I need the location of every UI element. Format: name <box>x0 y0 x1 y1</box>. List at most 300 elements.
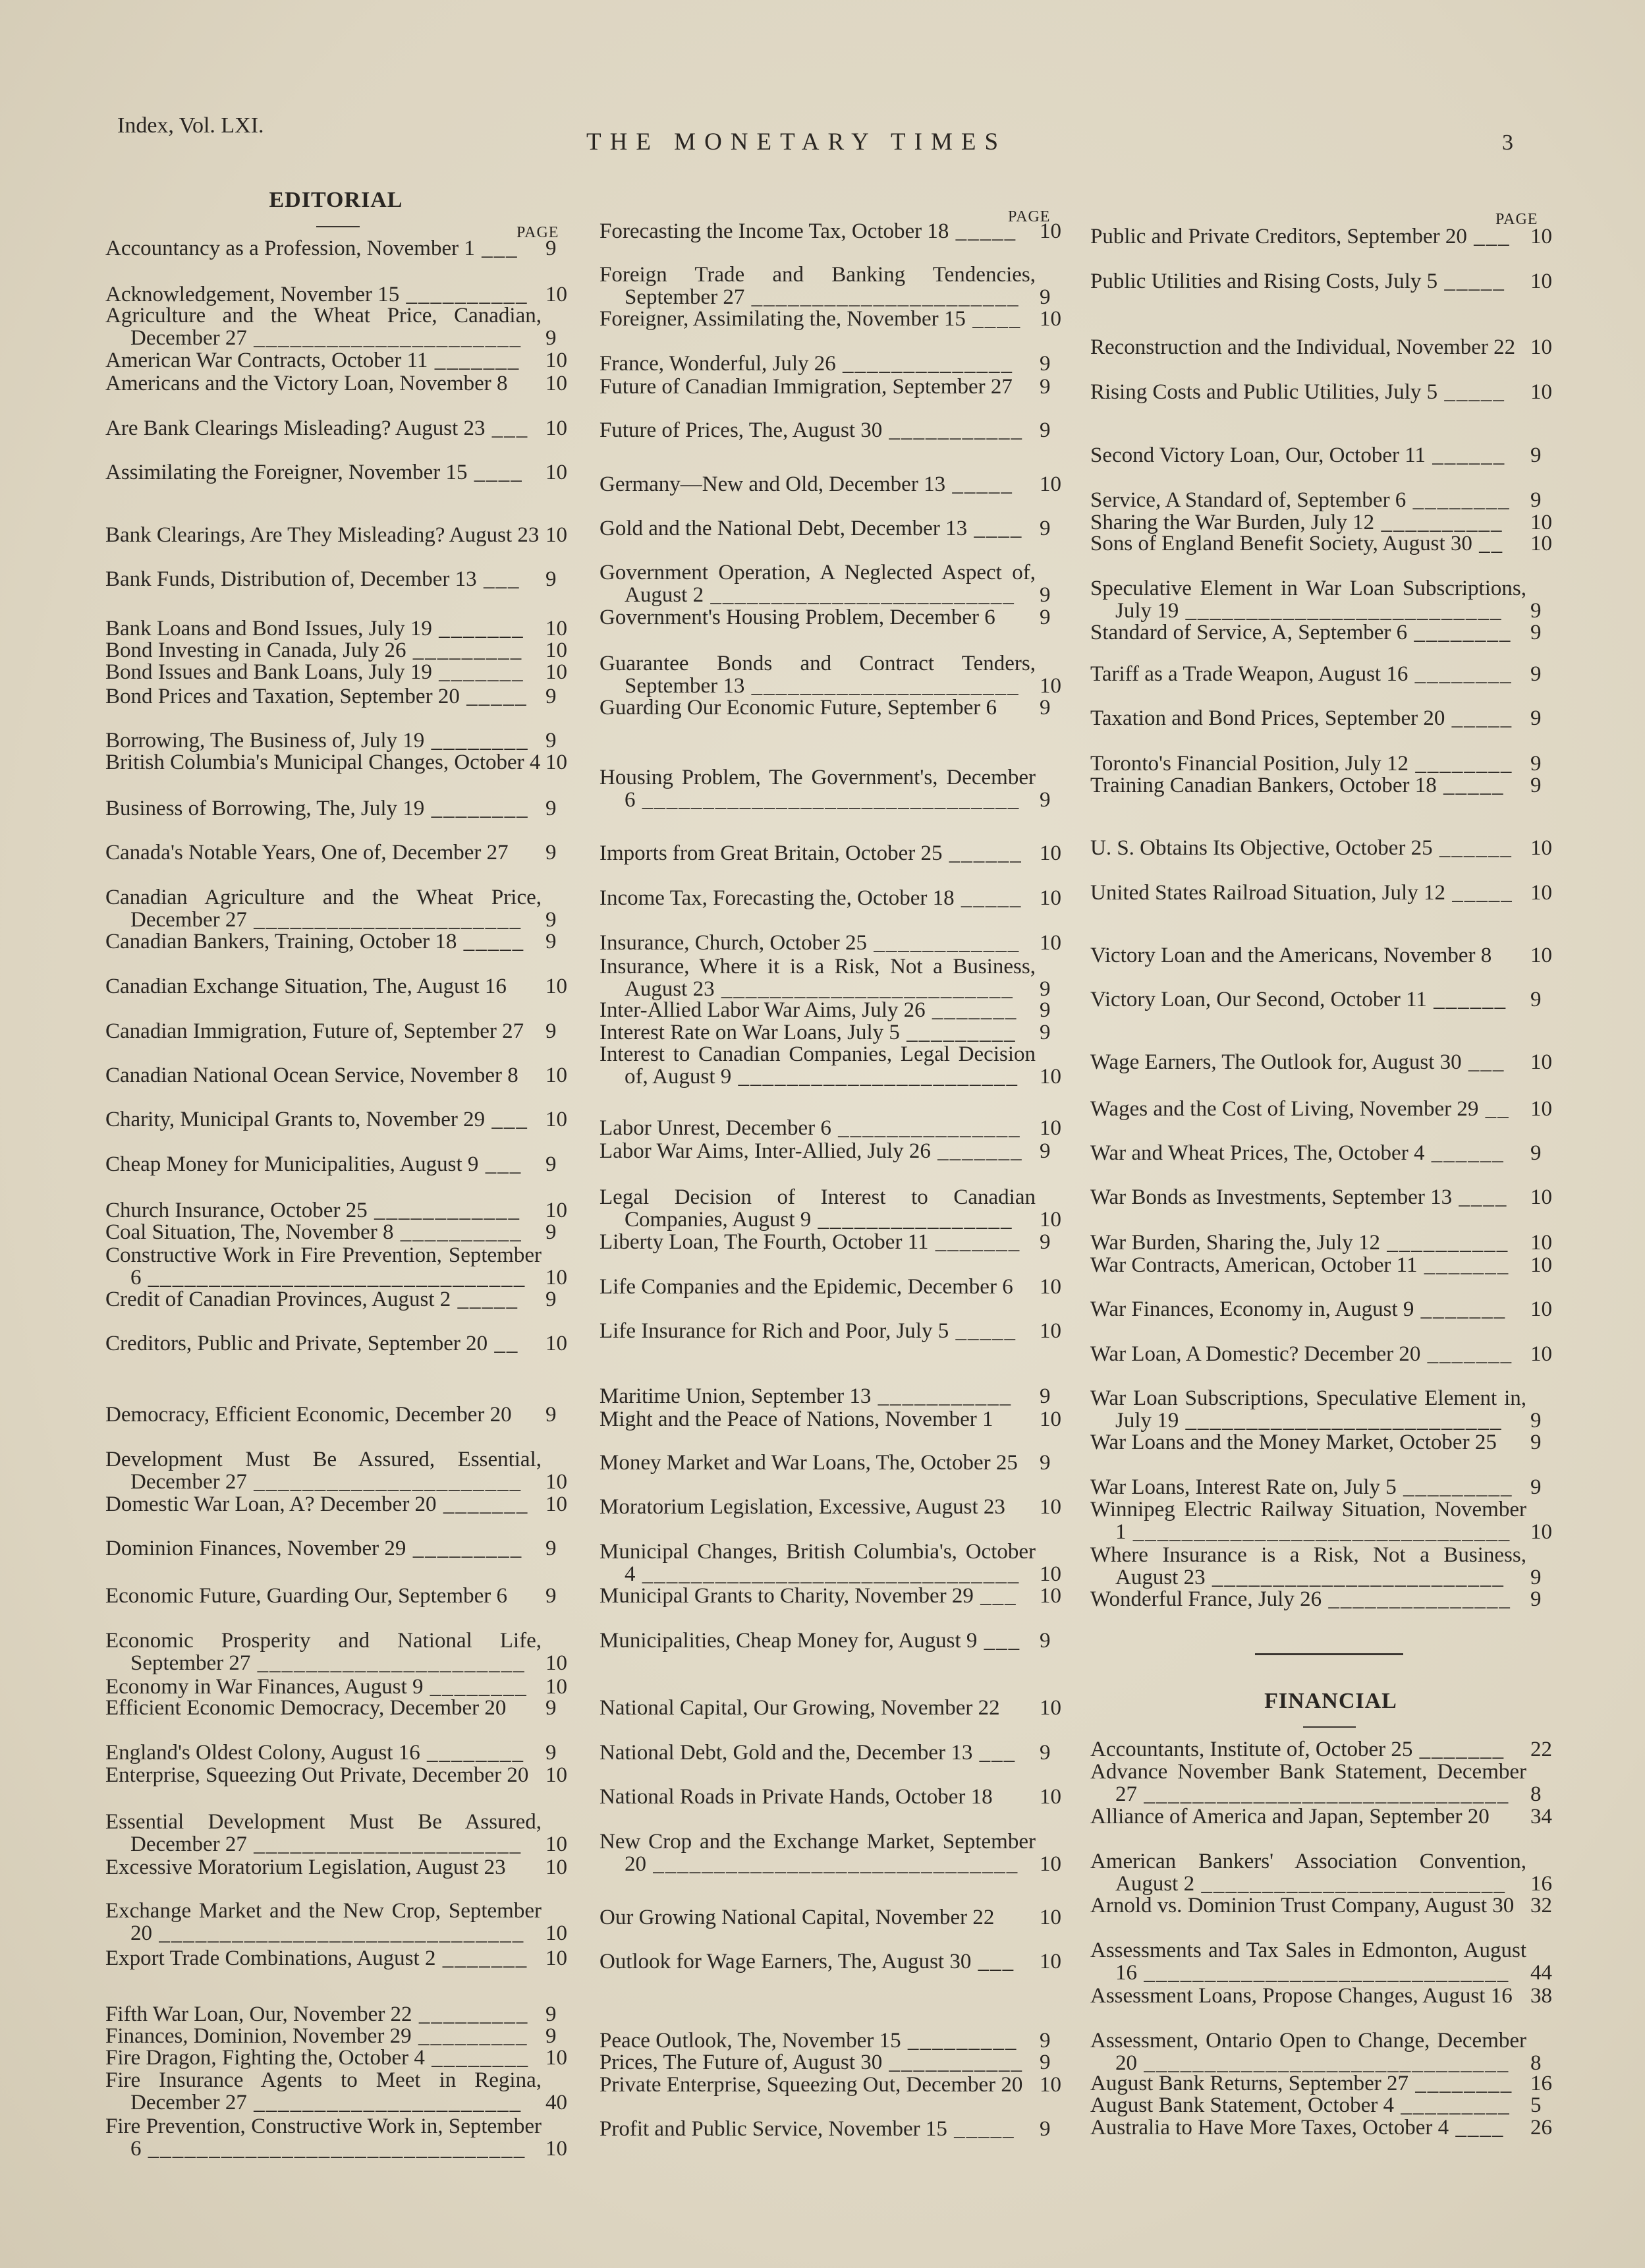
entry-title: National Capital, Our Growing, November 22 <box>599 1696 1000 1720</box>
entry-title: Cheap Money for Municipalities, August 9 ___ <box>105 1152 522 1176</box>
entry-title: Imports from Great Britain, October 25 ______ <box>599 841 1022 865</box>
entry-page-number: 9 <box>545 685 557 708</box>
dot-leader: _________ <box>412 2002 529 2026</box>
index-entry <box>599 264 1080 308</box>
entry-title: Wage Earners, The Outlook for, August 30 ___ <box>1090 1050 1505 1074</box>
entry-title: Accountancy as a Profession, November 1 ___ <box>105 237 518 260</box>
col3-page-label: PAGE <box>1495 211 1538 228</box>
index-entry <box>1090 621 1571 644</box>
entry-page-number: 10 <box>545 638 567 662</box>
dot-leader: ________ <box>424 729 529 752</box>
entry-page-number: 10 <box>1530 1520 1552 1544</box>
entry-page-number: 10 <box>545 975 567 998</box>
entry-title: U. S. Obtains Its Objective, October 25 ______ <box>1090 836 1513 860</box>
index-entry <box>105 1403 586 1426</box>
dot-leader: ___ <box>1466 225 1511 248</box>
dot-leader: ______________________ <box>246 1470 522 1494</box>
entry-page-number: 10 <box>1040 1785 1061 1809</box>
entry-title: Economic Prosperity and National Life, September 27 ______________________ <box>105 1629 542 1675</box>
dot-leader: ___ <box>973 1584 1017 1608</box>
index-entry <box>1090 577 1571 622</box>
index-entry <box>599 1496 1080 1518</box>
dot-leader: _________ <box>899 1021 1017 1044</box>
entry-page-number: 16 <box>1530 2072 1552 2095</box>
index-entry <box>1090 837 1571 859</box>
index-entry <box>599 887 1080 909</box>
entry-page-number: 10 <box>1040 1584 1061 1608</box>
entry-page-number: 40 <box>545 2091 567 2114</box>
dot-leader: ________ <box>1408 2072 1513 2095</box>
entry-title: Where Insurance is a Risk, Not a Business, August 23 ________________________ <box>1090 1543 1526 1589</box>
dot-leader: _____ <box>945 472 1013 496</box>
index-entry <box>105 2115 586 2160</box>
index-entry <box>599 1697 1080 1719</box>
entry-page-number: 10 <box>545 1470 567 1494</box>
index-entry <box>599 1276 1080 1298</box>
entry-title: Charity, Municipal Grants to, November 29 ___ <box>105 1108 528 1131</box>
index-entry <box>1090 882 1571 904</box>
entry-title: Public and Private Creditors, September 20 ___ <box>1090 225 1511 248</box>
entry-page-number: 10 <box>545 1832 567 1856</box>
index-entry <box>1090 1805 1571 1828</box>
index-entry <box>105 639 586 662</box>
index-entry <box>105 1697 586 1719</box>
entry-title: Fire Dragon, Fighting the, October 4 ________ <box>105 2046 530 2070</box>
entry-page-number: 10 <box>1040 1407 1061 1431</box>
entry-page-number: 9 <box>1530 599 1542 623</box>
entry-page-number: 10 <box>1530 1231 1552 1255</box>
dot-leader: ______ <box>1424 1141 1505 1165</box>
entry-page-number: 9 <box>545 1288 557 1311</box>
dot-leader: ________ <box>1408 752 1513 776</box>
index-entry <box>1090 1476 1571 1498</box>
entry-title: War Loan Subscriptions, Speculative Element in, July 19 __________________________ <box>1090 1386 1526 1432</box>
index-entry <box>105 685 586 708</box>
entry-title: Forecasting the Income Tax, October 18 _____ <box>599 219 1017 243</box>
index-entry <box>105 304 586 349</box>
entry-page-number: 9 <box>1040 583 1051 607</box>
dot-leader: _______________________________ <box>141 1266 526 1290</box>
index-entry <box>599 2118 1080 2140</box>
dot-leader: ____ <box>967 517 1023 540</box>
entry-title: Fire Insurance Agents to Meet in Regina, December 27 ______________________ <box>105 2068 542 2114</box>
dot-leader: _______________________ <box>731 1065 1019 1089</box>
dot-leader: ___ <box>478 1152 522 1176</box>
index-entry <box>105 283 586 306</box>
entry-title: Victory Loan and the Americans, November 8 <box>1090 944 1492 967</box>
entry-page-number: 9 <box>545 729 557 752</box>
entry-page-number: 10 <box>1040 886 1061 910</box>
entry-title: Americans and the Victory Loan, November 8 <box>105 372 508 395</box>
dot-leader: ___ <box>485 1108 528 1131</box>
entry-page-number: 34 <box>1530 1805 1552 1829</box>
entry-page-number: 9 <box>1530 1431 1542 1454</box>
entry-page-number: 10 <box>545 283 567 306</box>
index-entry <box>1090 1894 1571 1917</box>
entry-page-number: 10 <box>1040 472 1061 496</box>
entry-title: Enterprise, Squeezing Out Private, December 20 <box>105 1763 529 1787</box>
dot-leader: _________ <box>901 2029 1018 2053</box>
entry-title: Municipal Grants to Charity, November 29 ___ <box>599 1584 1017 1608</box>
entry-title: Standard of Service, A, September 6 ________ <box>1090 621 1512 644</box>
dot-leader: _____ <box>1445 881 1513 905</box>
entry-title: Peace Outlook, The, November 15 _________ <box>599 2029 1018 2053</box>
index-entry <box>599 1231 1080 1253</box>
index-entry <box>105 417 586 439</box>
entry-page-number: 10 <box>1040 1852 1061 1876</box>
entry-title: Inter-Allied Labor War Aims, July 26 _______ <box>599 998 1018 1022</box>
entry-title: National Roads in Private Hands, October 18 <box>599 1785 993 1809</box>
entry-title: Alliance of America and Japan, September 20 <box>1090 1805 1490 1829</box>
entry-title: War Bonds as Investments, September 13 ____ <box>1090 1185 1508 1209</box>
dot-leader: ____________ <box>866 931 1020 955</box>
entry-page-number: 10 <box>545 523 567 547</box>
index-entry <box>105 617 586 640</box>
dot-leader: ______________________________ <box>1137 2051 1510 2075</box>
dot-leader: __________ <box>399 283 528 306</box>
dot-leader: _________ <box>406 638 523 662</box>
entry-page-number: 10 <box>1040 1275 1061 1299</box>
entry-title: Government Operation, A Neglected Aspect of, August 2 _________________________ <box>599 561 1036 607</box>
entry-page-number: 8 <box>1530 2051 1542 2075</box>
entry-page-number: 10 <box>1040 307 1061 331</box>
entry-page-number: 9 <box>1040 2051 1051 2074</box>
entry-title: War Finances, Economy in, August 9 _______ <box>1090 1297 1507 1321</box>
entry-title: Service, A Standard of, September 6 ________ <box>1090 488 1511 512</box>
dot-leader: _____ <box>1445 706 1513 730</box>
dot-leader: ________ <box>1408 662 1513 686</box>
entry-title: Insurance, Church, October 25 ____________ <box>599 931 1020 955</box>
entry-title: Guarding Our Economic Future, September 6 <box>599 696 997 720</box>
index-entry <box>599 955 1080 1000</box>
entry-page-number: 10 <box>545 617 567 640</box>
entry-title: Housing Problem, The Government's, December 6 _______________________________ <box>599 766 1036 812</box>
entry-title: Church Insurance, October 25 ____________ <box>105 1199 520 1222</box>
index-entry <box>105 2069 586 2114</box>
col1-page-label: PAGE <box>516 224 559 241</box>
entry-page-number: 10 <box>1040 1116 1061 1140</box>
entry-page-number: 9 <box>1040 696 1051 720</box>
dot-leader: ______________________ <box>246 908 522 932</box>
entry-page-number: 10 <box>545 2137 567 2161</box>
entry-title: Assessment Loans, Propose Changes, August 16 <box>1090 1984 1513 2008</box>
entry-page-number: 10 <box>545 1763 567 1787</box>
entry-page-number: 10 <box>1040 841 1061 865</box>
entry-page-number: 10 <box>1040 219 1061 243</box>
index-entry <box>1090 1343 1571 1365</box>
entry-page-number: 10 <box>545 1492 567 1516</box>
entry-title: Canadian Immigration, Future of, September 27 <box>105 1019 524 1043</box>
entry-page-number: 9 <box>545 1152 557 1176</box>
entry-page-number: 10 <box>545 1946 567 1970</box>
dot-leader: ___ <box>972 1741 1017 1765</box>
entry-title: War Contracts, American, October 11 _______ <box>1090 1253 1510 1277</box>
entry-page-number: 9 <box>1040 606 1051 629</box>
entry-page-number: 9 <box>545 930 557 953</box>
entry-page-number: 9 <box>1530 1475 1542 1499</box>
index-entry <box>105 661 586 683</box>
entry-title: Labor War Aims, Inter-Allied, July 26 _______ <box>599 1139 1023 1163</box>
dot-leader: ___ <box>1461 1050 1505 1074</box>
index-entry <box>1090 1850 1571 1895</box>
index-entry <box>599 1408 1080 1431</box>
index-entry <box>105 1153 586 1176</box>
entry-page-number: 9 <box>1040 285 1051 309</box>
entry-page-number: 9 <box>545 1741 557 1765</box>
entry-page-number: 26 <box>1530 2116 1552 2140</box>
index-entry <box>1090 225 1571 248</box>
dot-leader: __________ <box>1374 511 1503 534</box>
index-entry <box>1090 752 1571 775</box>
index-entry <box>105 1332 586 1355</box>
entry-title: Government's Housing Problem, December 6 <box>599 606 995 629</box>
dot-leader: ______ <box>942 841 1022 865</box>
index-entry <box>105 1493 586 1516</box>
entry-page-number: 9 <box>1530 774 1542 797</box>
index-entry <box>599 1950 1080 1973</box>
dot-leader: ______________________________ <box>152 1921 525 1945</box>
index-entry <box>1090 444 1571 467</box>
entry-page-number: 10 <box>1040 1906 1061 1929</box>
dot-leader: _______ <box>1420 1342 1513 1366</box>
index-entry <box>105 751 586 774</box>
entry-title: Outlook for Wage Earners, The, August 30 ___ <box>599 1950 1015 1973</box>
dot-leader: _____ <box>949 1319 1017 1343</box>
index-entry <box>1090 1939 1571 1984</box>
entry-title: Our Growing National Capital, November 22 <box>599 1906 995 1929</box>
dot-leader: ______________________________ <box>1137 1782 1510 1806</box>
index-entry <box>105 930 586 953</box>
index-entry <box>1090 2029 1571 2074</box>
entry-title: Public Utilities and Rising Costs, July 5 _____ <box>1090 269 1505 293</box>
dot-leader: ________ <box>1407 621 1512 644</box>
dot-leader: _______ <box>1414 1297 1507 1321</box>
entry-title: Canadian Agriculture and the Wheat Price, December 27 ______________________ <box>105 886 542 932</box>
financial-rule <box>1303 1726 1356 1728</box>
entry-page-number: 10 <box>1530 1253 1552 1277</box>
entry-page-number: 10 <box>1040 1495 1061 1519</box>
entry-page-number: 9 <box>1040 1139 1051 1163</box>
index-entry <box>599 419 1080 441</box>
entry-title: Borrowing, The Business of, July 19 ________ <box>105 729 529 752</box>
index-entry <box>1090 1186 1571 1208</box>
entry-title: Guarantee Bonds and Contract Tenders, September 13 ______________________ <box>599 652 1036 698</box>
dot-leader: _____ <box>457 930 525 953</box>
entry-title: Sharing the War Burden, July 12 __________ <box>1090 511 1503 534</box>
entry-title: Domestic War Loan, A? December 20 _______ <box>105 1492 529 1516</box>
index-entry <box>105 797 586 820</box>
index-entry <box>599 353 1080 375</box>
dot-leader: ___ <box>971 1950 1015 1973</box>
entry-title: Private Enterprise, Squeezing Out, December 20 <box>599 2073 1023 2097</box>
index-entry <box>105 1221 586 1243</box>
financial-heading: FINANCIAL <box>1264 1689 1397 1713</box>
entry-page-number: 9 <box>1530 1587 1542 1611</box>
entry-page-number: 10 <box>1040 674 1061 698</box>
index-entry <box>105 2025 586 2047</box>
entry-page-number: 10 <box>545 372 567 395</box>
entry-page-number: 10 <box>545 1856 567 1879</box>
entry-title: Interest Rate on War Loans, July 5 _________ <box>599 1021 1017 1044</box>
entry-title: Canadian Exchange Situation, The, August 16 <box>105 975 507 998</box>
index-entry <box>105 1244 586 1289</box>
index-entry <box>105 1448 586 1493</box>
page-number: 3 <box>1502 130 1513 155</box>
index-entry <box>1090 1588 1571 1610</box>
dot-leader: ___ <box>474 237 518 260</box>
index-entry <box>599 1830 1080 1875</box>
entry-title: Are Bank Clearings Misleading? August 23 ___ <box>105 416 529 440</box>
entry-title: United States Railroad Situation, July 12 _____ <box>1090 881 1513 905</box>
entry-page-number: 10 <box>545 461 567 484</box>
editorial-rule <box>316 226 360 227</box>
index-entry <box>599 1186 1080 1231</box>
entry-page-number: 9 <box>1040 1230 1051 1254</box>
entry-title: Bond Investing in Canada, July 26 _________ <box>105 638 523 662</box>
index-entry <box>1090 489 1571 511</box>
entry-page-number: 9 <box>545 2002 557 2026</box>
entry-title: War Burden, Sharing the, July 12 __________ <box>1090 1231 1509 1255</box>
dot-leader: __________ <box>1380 1231 1509 1255</box>
entry-title: Bank Loans and Bond Issues, July 19 _______ <box>105 617 524 640</box>
index-entry <box>105 975 586 998</box>
index-entry <box>1090 1985 1571 2007</box>
index-entry <box>1090 1738 1571 1761</box>
dot-leader: _______ <box>432 660 524 684</box>
entry-page-number: 9 <box>1040 517 1051 540</box>
index-entry <box>1090 1387 1571 1432</box>
dot-leader: ______ <box>1426 988 1507 1011</box>
index-entry <box>1090 381 1571 403</box>
dot-leader: ______________________________ <box>1137 1961 1510 1985</box>
dot-leader: ________________ <box>811 1208 1013 1232</box>
index-entry <box>105 461 586 484</box>
entry-page-number: 9 <box>1040 2117 1051 2141</box>
entry-title: Prices, The Future of, August 30 ___________ <box>599 2051 1024 2074</box>
dot-leader: ____ <box>467 461 523 484</box>
index-entry <box>599 2051 1080 2074</box>
entry-title: Money Market and War Loans, The, October 25 <box>599 1451 1018 1475</box>
entry-page-number: 9 <box>1040 1384 1051 1408</box>
entry-page-number: 10 <box>545 751 567 774</box>
entry-page-number: 9 <box>1530 662 1542 686</box>
entry-title: Liberty Loan, The Fourth, October 11 _______ <box>599 1230 1021 1254</box>
entry-page-number: 9 <box>545 841 557 865</box>
entry-title: Profit and Public Service, November 15 _____ <box>599 2117 1015 2141</box>
entry-title: Coal Situation, The, November 8 __________ <box>105 1220 522 1244</box>
index-entry <box>105 349 586 372</box>
index-entry <box>1090 270 1571 293</box>
entry-title: Bank Clearings, Are They Misleading? August 23 <box>105 523 540 547</box>
entry-title: Assimilating the Foreigner, November 15 ____ <box>105 461 523 484</box>
entry-page-number: 10 <box>1040 1208 1061 1232</box>
dot-leader: ____ <box>965 307 1022 331</box>
index-entry <box>105 1108 586 1131</box>
dot-leader: _______ <box>1412 1738 1505 1761</box>
index-entry <box>105 237 586 260</box>
index-entry <box>599 1906 1080 1929</box>
entry-title: Victory Loan, Our Second, October 11 ______ <box>1090 988 1507 1011</box>
index-entry <box>105 1856 586 1879</box>
index-entry <box>105 1288 586 1311</box>
entry-title: Australia to Have More Taxes, October 4 ____ <box>1090 2116 1505 2140</box>
index-entry <box>599 1140 1080 1162</box>
entry-page-number: 10 <box>1530 225 1552 248</box>
entry-title: Gold and the National Debt, December 13 ____ <box>599 517 1023 540</box>
entry-title: Income Tax, Forecasting the, October 18 _____ <box>599 886 1022 910</box>
index-entry <box>105 1764 586 1786</box>
entry-page-number: 9 <box>1530 621 1542 644</box>
dot-leader: _______ <box>432 617 524 640</box>
index-entry <box>1090 2072 1571 2095</box>
entry-page-number: 10 <box>545 1266 567 1290</box>
entry-page-number: 10 <box>545 1675 567 1699</box>
entry-page-number: 10 <box>1040 1319 1061 1343</box>
dot-leader: ________ <box>424 2046 530 2070</box>
index-entry <box>105 1947 586 1970</box>
entry-title: Municipal Changes, British Columbia's, October 4 _______________________________ <box>599 1540 1036 1586</box>
index-entry <box>599 517 1080 540</box>
index-entry <box>105 1064 586 1087</box>
dot-leader: _____ <box>1437 380 1505 404</box>
entry-page-number: 9 <box>1040 2029 1051 2053</box>
entry-title: Canadian Bankers, Training, October 18 _____ <box>105 930 525 953</box>
dot-leader: ______________ <box>835 352 1013 376</box>
dot-leader: _____ <box>451 1288 519 1311</box>
dot-leader: __________ <box>393 1220 522 1244</box>
entry-title: Excessive Moratorium Legislation, August 23 <box>105 1856 506 1879</box>
entry-title: Agriculture and the Wheat Price, Canadian, December 27 ______________________ <box>105 304 542 350</box>
entry-title: Moratorium Legislation, Excessive, August 23 <box>599 1495 1005 1519</box>
dot-leader: ___ <box>977 1629 1021 1653</box>
index-entry <box>599 1117 1080 1139</box>
dot-leader: ______________________ <box>744 674 1020 698</box>
index-entry <box>599 2074 1080 2096</box>
dot-leader: ________ <box>420 1741 524 1765</box>
dot-leader: ________ <box>424 797 529 820</box>
dot-leader: __ <box>1478 1097 1510 1121</box>
entry-title: War Loan, A Domestic? December 20 _______ <box>1090 1342 1513 1366</box>
entry-page-number: 9 <box>1040 1741 1051 1765</box>
dot-leader: _______________________________ <box>635 1562 1020 1586</box>
entry-page-number: 10 <box>1040 2073 1061 2097</box>
entry-title: Training Canadian Bankers, October 18 _____ <box>1090 774 1505 797</box>
entry-page-number: 10 <box>1530 1097 1552 1121</box>
entry-page-number: 10 <box>1530 335 1552 359</box>
index-entry <box>1090 1254 1571 1276</box>
index-entry <box>1090 2094 1571 2116</box>
entry-page-number: 9 <box>1040 977 1051 1001</box>
dot-leader: ________________________ <box>1205 1566 1505 1589</box>
dot-leader: _______________________________ <box>141 2137 526 2161</box>
entry-title: War and Wheat Prices, The, October 4 ______ <box>1090 1141 1505 1165</box>
index-entry <box>1090 1431 1571 1454</box>
entry-title: Canada's Notable Years, One of, December 27 <box>105 841 509 865</box>
index-entry <box>1090 336 1571 358</box>
index-entry <box>1090 2116 1571 2139</box>
index-entry <box>599 932 1080 954</box>
entry-page-number: 9 <box>1530 1566 1542 1589</box>
entry-title: Acknowledgement, November 15 __________ <box>105 283 528 306</box>
entry-title: Future of Canadian Immigration, September 27 <box>599 375 1013 399</box>
entry-page-number: 9 <box>545 237 557 260</box>
entry-title: Fifth War Loan, Our, November 22 _________ <box>105 2002 529 2026</box>
entry-title: France, Wonderful, July 26 ______________ <box>599 352 1013 376</box>
entry-page-number: 10 <box>1040 1696 1061 1720</box>
entry-page-number: 16 <box>1530 1872 1552 1896</box>
index-entry <box>599 561 1080 606</box>
entry-page-number: 9 <box>1040 352 1051 376</box>
